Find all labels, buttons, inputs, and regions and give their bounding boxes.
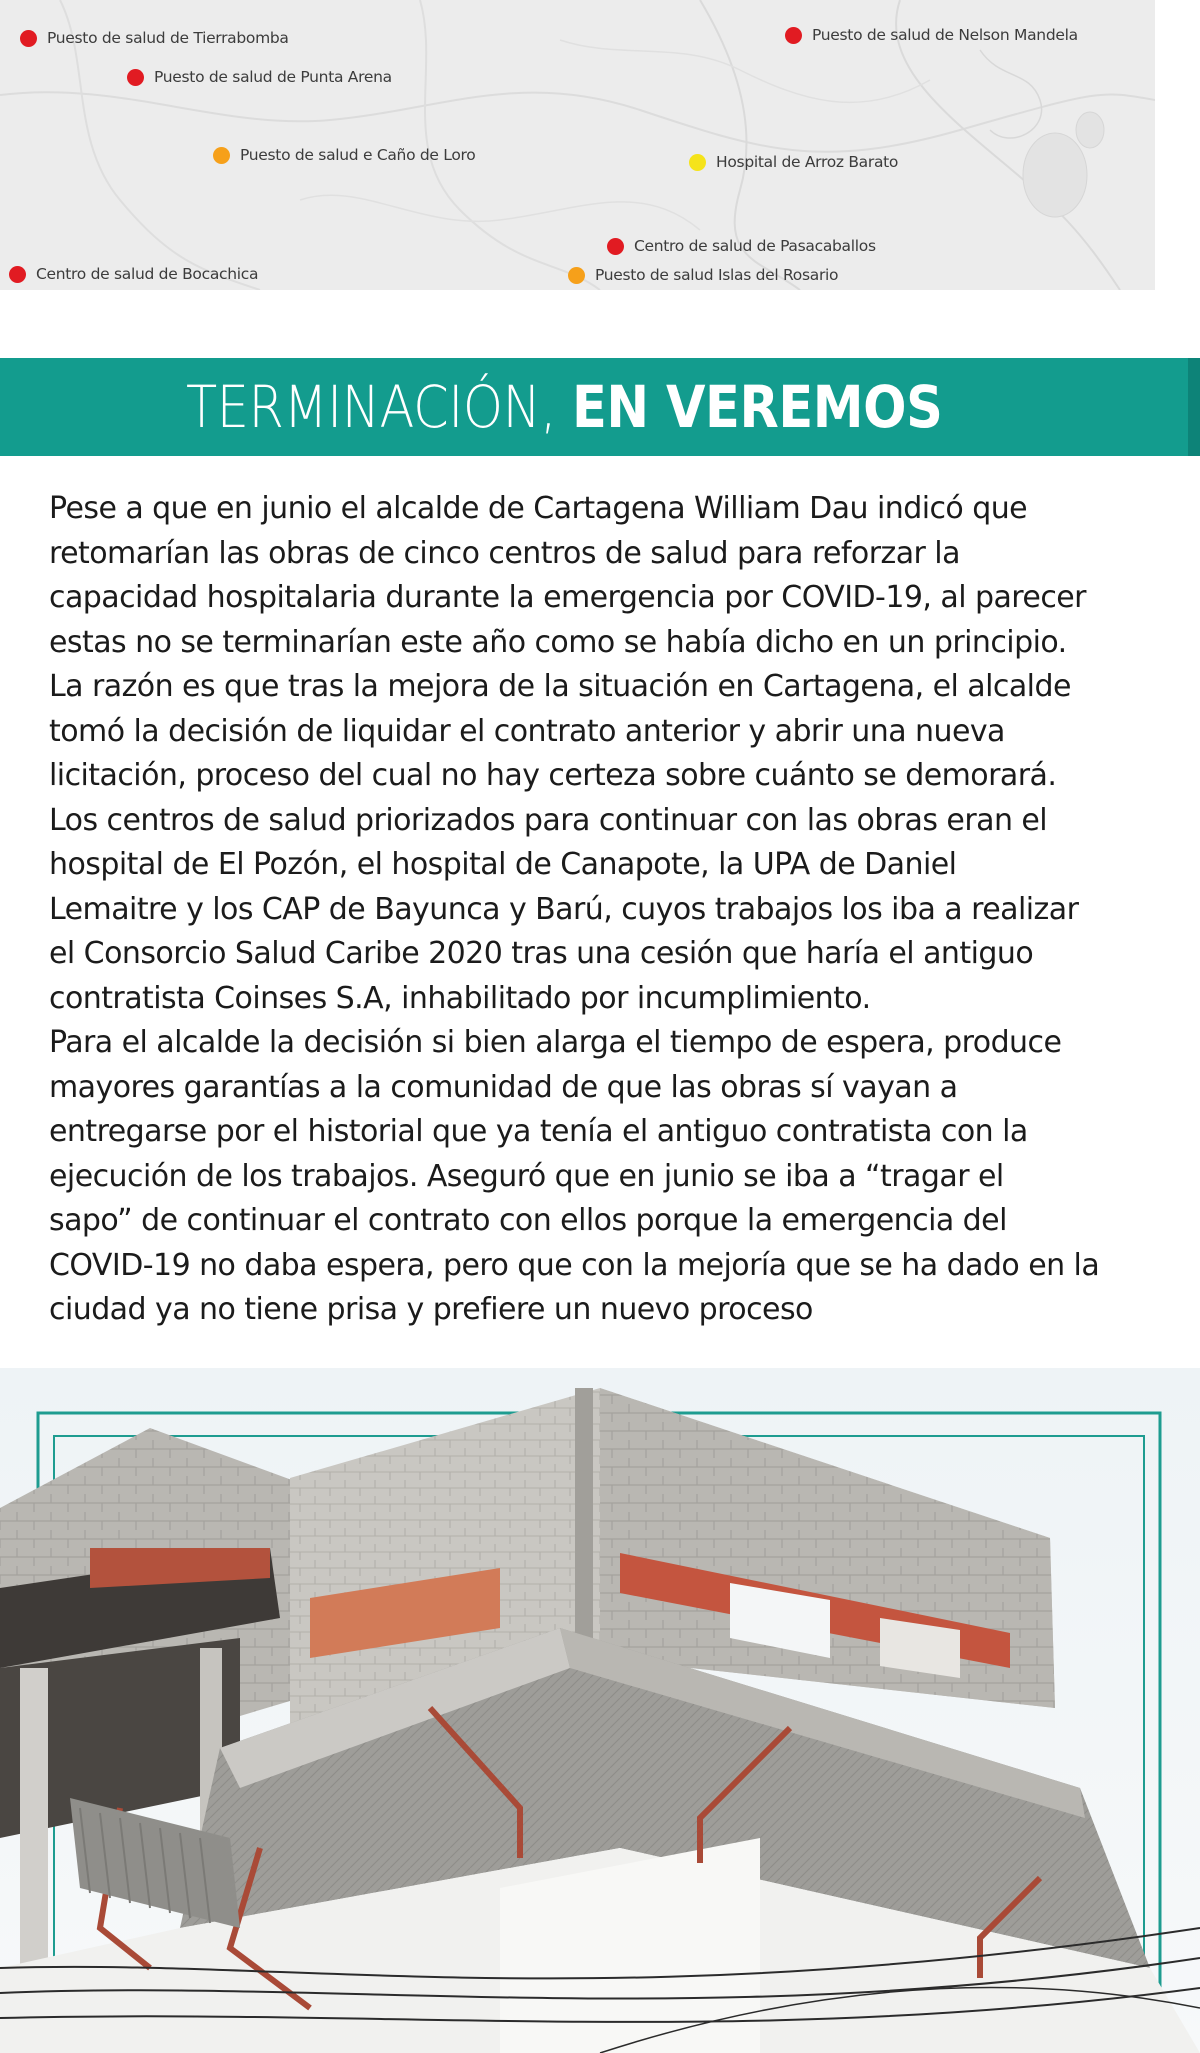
text-line: sapo” de continuar el contrato con ellos porque la emergencia del (49, 1203, 1007, 1238)
map-marker (127, 68, 392, 86)
text-line: contratista Coinses S.A, inhabilitado por incumplimiento. (49, 980, 871, 1016)
text-line: mayores garantías a la comunidad de que las obras sí vayan a (49, 1069, 958, 1105)
map-marker-label: Puesto de salud e Caño de Loro (240, 146, 476, 164)
map-marker (20, 29, 289, 47)
map-pin-icon (607, 238, 624, 255)
banner-accent-strip (1188, 358, 1200, 456)
map-marker (213, 146, 475, 164)
text-line: capacidad hospitalaria durante la emergencia por COVID-19, al parecer (49, 580, 1086, 615)
map-pin-icon (785, 27, 802, 44)
text-line: estas no se terminarían este año como se había dicho en un principio. (49, 624, 1067, 660)
construction-photo (0, 1368, 1200, 2053)
map-marker (785, 26, 1078, 44)
map-pin-icon (127, 69, 144, 86)
map-pin-icon (20, 30, 37, 47)
text-line: Para el alcalde la decisión si bien alarga el tiempo de espera, produce (49, 1025, 1062, 1060)
text-line: tomó la decisión de liquidar el contrato anterior y abrir una nueva (49, 713, 1005, 749)
map-pin-icon (9, 266, 26, 283)
map-marker-label: Centro de salud de Bocachica (36, 265, 259, 283)
text-line: ciudad ya no tiene prisa y prefiere un nuevo proceso (49, 1292, 813, 1327)
map-marker-label: Puesto de salud de Nelson Mandela (812, 26, 1078, 44)
heading-bold-text: EN VEREMOS (571, 373, 943, 441)
map-marker-label: Puesto de salud de Tierrabomba (47, 29, 289, 47)
section-heading (186, 373, 942, 441)
heading-light-text: TERMINACIÓN, (186, 373, 557, 441)
text-line: retomarían las obras de cinco centros de salud para reforzar la (49, 535, 960, 571)
article-paragraph (49, 487, 1164, 1333)
map-marker (689, 153, 898, 171)
map-marker (568, 266, 838, 284)
map-marker-label: Puesto de salud Islas del Rosario (595, 266, 839, 284)
map-pin-icon (568, 267, 585, 284)
text-line: el Consorcio Salud Caribe 2020 tras una cesión que haría el antiguo (49, 936, 1034, 971)
map-marker-label: Puesto de salud de Punta Arena (154, 68, 392, 86)
map-right-margin (1155, 0, 1200, 290)
section-heading-banner (0, 358, 1200, 456)
map-pin-icon (213, 147, 230, 164)
text-line: entregarse por el historial que ya tenía el antiguo contratista con la (49, 1114, 1028, 1149)
map-marker (9, 265, 258, 283)
map-marker-label: Centro de salud de Pasacaballos (634, 237, 876, 255)
health-centers-map (0, 0, 1155, 290)
unfinished-building-illustration (0, 1368, 1200, 2053)
map-pin-icon (689, 154, 706, 171)
map-marker-label: Hospital de Arroz Barato (716, 153, 899, 171)
text-line: COVID-19 no daba espera, pero que con la mejoría que se ha dado en la (49, 1247, 1100, 1283)
text-line: La razón es que tras la mejora de la situación en Cartagena, el alcalde (49, 669, 1071, 704)
text-line: licitación, proceso del cual no hay certeza sobre cuánto se demorará. (49, 758, 1057, 793)
text-line: ejecución de los trabajos. Aseguró que en junio se iba a “tragar el (49, 1158, 1004, 1194)
article-body (49, 487, 1164, 1333)
text-line: hospital de El Pozón, el hospital de Canapote, la UPA de Daniel (49, 847, 957, 882)
text-line: Los centros de salud priorizados para continuar con las obras eran el (49, 802, 1048, 838)
text-line: Pese a que en junio el alcalde de Cartagena William Dau indicó que (49, 491, 1028, 526)
text-line: Lemaitre y los CAP de Bayunca y Barú, cuyos trabajos los iba a realizar (49, 891, 1079, 927)
map-marker (607, 237, 876, 255)
